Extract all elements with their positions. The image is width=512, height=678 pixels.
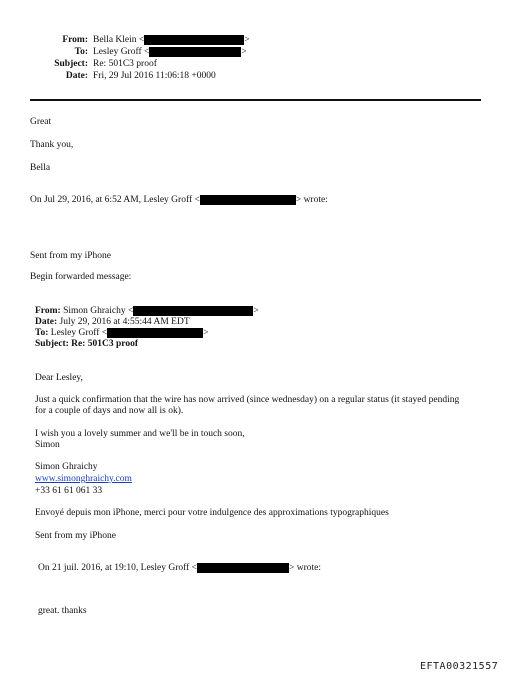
fwd-date-label: Date: bbox=[35, 317, 58, 327]
fwd-from-value: Simon Ghraichy < bbox=[63, 306, 134, 317]
fwd-from-label: From: bbox=[35, 306, 61, 317]
fwd-date-value: July 29, 2016 at 4:55:44 AM EDT bbox=[59, 317, 190, 327]
to-value bbox=[93, 47, 247, 59]
sent-from-iphone: Sent from my iPhone bbox=[30, 251, 112, 261]
redaction-block bbox=[107, 328, 203, 338]
from-value bbox=[93, 35, 250, 47]
attribution-text: On 21 juil. 2016, at 19:10, Lesley Groff < bbox=[38, 563, 198, 574]
reply-line: Great bbox=[30, 117, 52, 127]
reply-line: Thank you, bbox=[30, 140, 74, 150]
fwd-date-row bbox=[35, 317, 190, 328]
sent-from-iphone: Sent from my iPhone bbox=[35, 531, 117, 541]
redaction-block bbox=[144, 35, 244, 45]
angle-close: > bbox=[253, 306, 259, 317]
from-name: Bella Klein < bbox=[93, 35, 145, 46]
bates-number: EFTA00321557 bbox=[420, 661, 499, 672]
from-label: From: bbox=[62, 35, 88, 45]
fwd-to-label: To: bbox=[35, 328, 49, 339]
fwd-subject-row bbox=[35, 339, 138, 350]
redaction-block bbox=[197, 563, 289, 573]
begin-forwarded: Begin forwarded message: bbox=[30, 272, 132, 282]
attribution-text: > wrote: bbox=[289, 563, 322, 574]
fwd-subject-value: Re: 501C3 proof bbox=[71, 339, 138, 349]
body-line: Simon bbox=[35, 440, 60, 450]
redaction-block bbox=[149, 47, 241, 57]
signature-phone: +33 61 61 061 33 bbox=[35, 486, 103, 496]
quoted-text: great. thanks bbox=[38, 606, 87, 616]
signature-link[interactable]: www.simonghraichy.com bbox=[35, 474, 132, 484]
subject-label: Subject: bbox=[54, 59, 88, 69]
body-paragraph: Just a quick confirmation that the wire has now arrived (since wednesday) on a regular status (it stayed pending for a couple of days and now all is ok). bbox=[35, 395, 460, 417]
to-name: Lesley Groff < bbox=[93, 47, 150, 58]
angle-close: > bbox=[244, 35, 250, 46]
french-signature: Envoyé depuis mon iPhone, merci pour votre indulgence des approximations typographiques bbox=[35, 508, 389, 518]
header-divider bbox=[30, 99, 481, 101]
to-label: To: bbox=[74, 47, 88, 57]
date-label: Date: bbox=[65, 71, 88, 81]
signature-name: Simon Ghraichy bbox=[35, 462, 98, 472]
quote-attribution bbox=[38, 563, 321, 575]
angle-close: > bbox=[241, 47, 247, 58]
attribution-text: On Jul 29, 2016, at 6:52 AM, Lesley Groff < bbox=[30, 195, 200, 206]
redaction-block bbox=[133, 306, 253, 316]
fwd-subject-label: Subject: bbox=[35, 339, 69, 349]
fwd-from-row bbox=[35, 306, 259, 318]
fwd-to-row bbox=[35, 328, 209, 340]
attribution-text: > wrote: bbox=[295, 195, 328, 206]
body-line: I wish you a lovely summer and we'll be in touch soon, bbox=[35, 429, 245, 439]
angle-close: > bbox=[203, 328, 209, 339]
quote-attribution bbox=[30, 195, 328, 207]
fwd-to-value: Lesley Groff < bbox=[50, 328, 108, 339]
date-value: Fri, 29 Jul 2016 11:06:18 +0000 bbox=[93, 71, 216, 81]
redaction-block bbox=[200, 195, 296, 205]
reply-signature: Bella bbox=[30, 163, 51, 173]
greeting: Dear Lesley, bbox=[35, 373, 83, 383]
subject-value: Re: 501C3 proof bbox=[93, 59, 157, 69]
